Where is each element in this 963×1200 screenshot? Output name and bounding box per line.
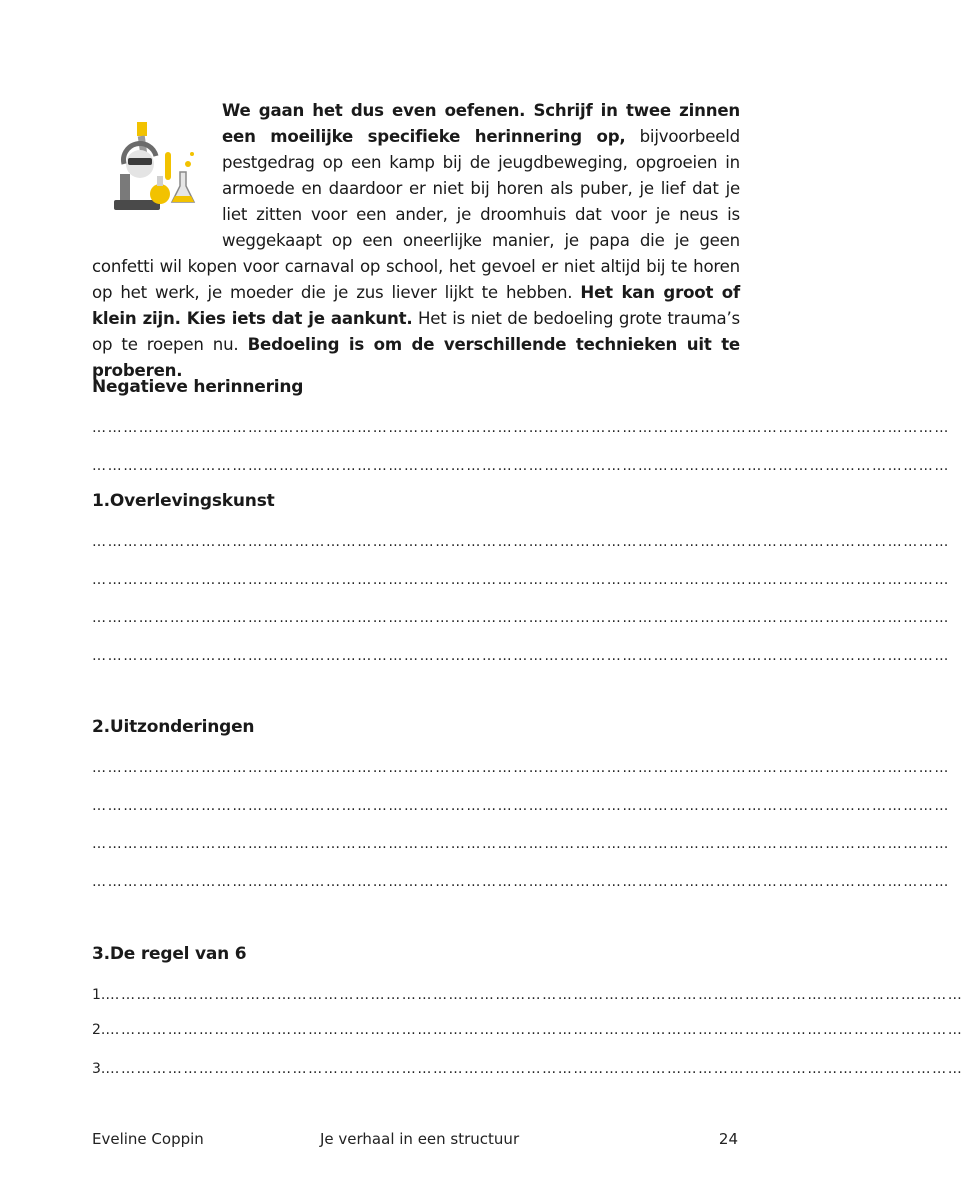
intro-text-1: bijvoorbeeld pestgedrag op een kamp bij de jeugdbeweging, opgroeien in armoede en daardoor er niet bij horen als puber, je lief dat je liet zitten voor een ander, je droomhuis dat voor je neus is weggekaapt op een oneerlijke manier, je papa die je geen confetti wil kopen voor carnaval op school, het gevoel er niet altijd bij te horen op het werk, je moeder die je zus liever lijkt te hebben. [92,127,740,302]
numbered-writing-line[interactable] [92,1020,963,1040]
footer-author: Eveline Coppin [92,1130,204,1148]
dot-fill: ………………………………………………………………………………………………………………………………………………… [105,987,963,1003]
numbered-writing-line[interactable] [92,985,963,1005]
writing-line[interactable]: ………………………………………………………………………………………………………………………………………………… [92,836,950,852]
numbered-writing-line[interactable] [92,1059,963,1079]
intro-text-2: Het is niet de bedoeling grote trauma’s op te roepen nu. [92,309,740,354]
writing-line[interactable]: ………………………………………………………………………………………………………………………………………………… [92,760,950,776]
intro-bold-1: We gaan het dus even oefenen. Schrijf in twee zinnen een moeilijke specifieke herinnering op, [222,101,740,146]
intro-bold-3: Bedoeling is om de verschillende technieken uit te proberen. [92,335,740,380]
heading-survival-art: 1.Overlevingskunst [92,491,275,511]
dot-fill: ………………………………………………………………………………………………………………………………………………… [105,1022,963,1038]
page-number: 24 [718,1130,738,1148]
line-number: 3. [92,1061,106,1077]
microscope-icon [102,102,202,232]
writing-line[interactable]: ………………………………………………………………………………………………………………………………………………… [92,874,950,890]
intro-bold-2: Het kan groot of klein zijn. Kies iets dat je aankunt. [92,283,740,328]
writing-line[interactable]: ………………………………………………………………………………………………………………………………………………… [92,648,950,664]
writing-line[interactable]: ………………………………………………………………………………………………………………………………………………… [92,798,950,814]
line-number: 2. [92,1022,106,1038]
writing-line[interactable]: ………………………………………………………………………………………………………………………………………………… [92,610,950,626]
footer-title: Je verhaal in een structuur [320,1130,520,1148]
writing-line[interactable]: ………………………………………………………………………………………………………………………………………………… [92,458,950,474]
dot-fill: ………………………………………………………………………………………………………………………………………………… [105,1061,963,1077]
writing-line[interactable]: ………………………………………………………………………………………………………………………………………………… [92,534,950,550]
heading-exceptions: 2.Uitzonderingen [92,717,255,737]
writing-line[interactable]: ………………………………………………………………………………………………………………………………………………… [92,420,950,436]
writing-line[interactable]: ………………………………………………………………………………………………………………………………………………… [92,572,950,588]
heading-rule-of-six: 3.De regel van 6 [92,944,247,964]
line-number: 1. [92,987,106,1003]
intro-paragraph [92,98,740,384]
heading-negative-memory: Negatieve herinnering [92,377,304,397]
